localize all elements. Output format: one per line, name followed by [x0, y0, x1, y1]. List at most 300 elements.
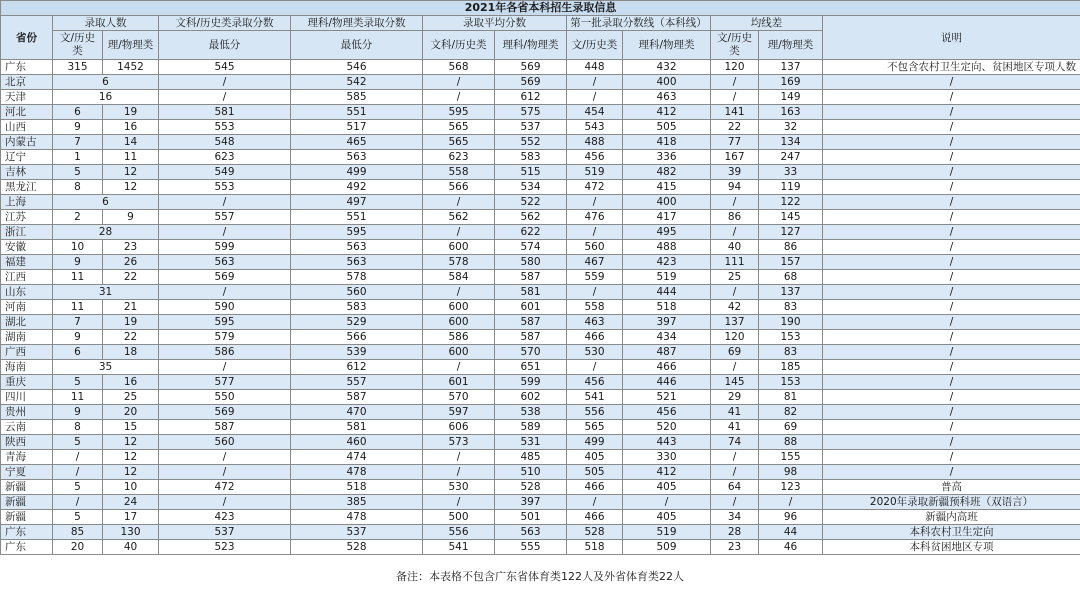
table-row — [1, 330, 1080, 345]
cell-sci-min: 474 — [291, 450, 423, 465]
cell-province: 广东 — [1, 525, 53, 540]
cell-lib-avg: 500 — [423, 510, 495, 525]
cell-sci-line: 446 — [623, 375, 711, 390]
cell-sci-min: 581 — [291, 420, 423, 435]
cell-sci-avg: 612 — [495, 90, 567, 105]
table-row — [1, 405, 1080, 420]
cell-lib-min: 549 — [159, 165, 291, 180]
header-average: 录取平均分数 — [423, 16, 567, 31]
cell-lib-avg: 600 — [423, 345, 495, 360]
cell-sci-line: 509 — [623, 540, 711, 555]
cell-lib-line: 463 — [567, 315, 623, 330]
cell-lib-diff: 23 — [711, 540, 759, 555]
cell-lib-avg: 600 — [423, 240, 495, 255]
cell-sci-min: 470 — [291, 405, 423, 420]
cell-lib-diff: 74 — [711, 435, 759, 450]
cell-note: / — [823, 300, 1080, 315]
cell-sci-avg: 538 — [495, 405, 567, 420]
cell-lib-diff: 141 — [711, 105, 759, 120]
cell-sci-min: 563 — [291, 150, 423, 165]
table-body — [1, 60, 1080, 555]
cell-sci-avg: 522 — [495, 195, 567, 210]
cell-admitted-lib: 5 — [53, 510, 103, 525]
cell-note: / — [823, 240, 1080, 255]
cell-lib-diff: / — [711, 465, 759, 480]
table-row — [1, 315, 1080, 330]
cell-sci-diff: 83 — [759, 345, 823, 360]
cell-lib-line: 505 — [567, 465, 623, 480]
cell-lib-min: 563 — [159, 255, 291, 270]
cell-admitted-sci: 17 — [103, 510, 159, 525]
cell-sci-line: 444 — [623, 285, 711, 300]
cell-province: 重庆 — [1, 375, 53, 390]
cell-lib-min: 586 — [159, 345, 291, 360]
table-row — [1, 360, 1080, 375]
cell-sci-min: 517 — [291, 120, 423, 135]
cell-note: 普高 — [823, 480, 1080, 495]
cell-lib-avg: 578 — [423, 255, 495, 270]
cell-admitted-sci: 21 — [103, 300, 159, 315]
cell-sci-min: 385 — [291, 495, 423, 510]
cell-sci-line: / — [623, 495, 711, 510]
cell-sci-line: 432 — [623, 60, 711, 75]
cell-lib-avg: / — [423, 465, 495, 480]
cell-lib-min: / — [159, 195, 291, 210]
cell-sci-diff: 96 — [759, 510, 823, 525]
cell-admitted-sci: 16 — [103, 375, 159, 390]
cell-sci-diff: 185 — [759, 360, 823, 375]
cell-note: 本科贫困地区专项 — [823, 540, 1080, 555]
table-row — [1, 270, 1080, 285]
cell-lib-min: / — [159, 75, 291, 90]
cell-sci-line: 518 — [623, 300, 711, 315]
cell-lib-avg: 600 — [423, 315, 495, 330]
cell-sci-line: 443 — [623, 435, 711, 450]
header-lib-score: 文科/历史类录取分数 — [159, 16, 291, 31]
cell-lib-avg: 570 — [423, 390, 495, 405]
cell-lib-avg: 541 — [423, 540, 495, 555]
table-row — [1, 525, 1080, 540]
cell-admitted-sci: 12 — [103, 165, 159, 180]
cell-sci-line: 482 — [623, 165, 711, 180]
cell-lib-diff: 29 — [711, 390, 759, 405]
cell-admitted-lib: 11 — [53, 300, 103, 315]
cell-sci-line: 405 — [623, 480, 711, 495]
cell-sci-avg: 563 — [495, 525, 567, 540]
cell-lib-avg: 606 — [423, 420, 495, 435]
cell-note: / — [823, 225, 1080, 240]
cell-sci-avg: 485 — [495, 450, 567, 465]
cell-lib-avg: 556 — [423, 525, 495, 540]
cell-lib-avg: 623 — [423, 150, 495, 165]
cell-sci-avg: 589 — [495, 420, 567, 435]
cell-sci-line: 463 — [623, 90, 711, 105]
cell-admitted-sci: 12 — [103, 465, 159, 480]
table-row — [1, 255, 1080, 270]
cell-lib-min: 423 — [159, 510, 291, 525]
cell-lib-line: 556 — [567, 405, 623, 420]
cell-lib-diff: 22 — [711, 120, 759, 135]
cell-sci-diff: 69 — [759, 420, 823, 435]
cell-lib-avg: / — [423, 90, 495, 105]
cell-lib-diff: / — [711, 495, 759, 510]
cell-sci-diff: 247 — [759, 150, 823, 165]
cell-lib-line: 456 — [567, 150, 623, 165]
cell-province: 上海 — [1, 195, 53, 210]
table-row — [1, 480, 1080, 495]
cell-lib-diff: 64 — [711, 480, 759, 495]
cell-lib-min: 590 — [159, 300, 291, 315]
table-row — [1, 240, 1080, 255]
cell-sci-avg: 587 — [495, 315, 567, 330]
cell-admitted-sci: 40 — [103, 540, 159, 555]
table-row — [1, 510, 1080, 525]
cell-sci-line: 400 — [623, 75, 711, 90]
cell-admitted-total: 35 — [53, 360, 159, 375]
cell-lib-diff: 40 — [711, 240, 759, 255]
cell-lib-avg: / — [423, 495, 495, 510]
cell-lib-line: 543 — [567, 120, 623, 135]
cell-lib-diff: / — [711, 450, 759, 465]
cell-admitted-sci: 15 — [103, 420, 159, 435]
cell-sci-min: 612 — [291, 360, 423, 375]
cell-province: 内蒙古 — [1, 135, 53, 150]
cell-admitted-lib: 5 — [53, 435, 103, 450]
cell-sci-min: 465 — [291, 135, 423, 150]
cell-admitted-lib: / — [53, 465, 103, 480]
cell-sci-diff: 119 — [759, 180, 823, 195]
cell-admitted-total: 6 — [53, 75, 159, 90]
cell-lib-avg: / — [423, 195, 495, 210]
cell-note: / — [823, 135, 1080, 150]
cell-sci-avg: 580 — [495, 255, 567, 270]
footnote: 备注：本表格不包含广东省体育类122人及外省体育类22人 — [396, 570, 684, 583]
cell-sci-min: 551 — [291, 105, 423, 120]
cell-note: / — [823, 90, 1080, 105]
cell-admitted-sci: 24 — [103, 495, 159, 510]
cell-admitted-sci: 130 — [103, 525, 159, 540]
table-row — [1, 135, 1080, 150]
table-row — [1, 465, 1080, 480]
cell-lib-line: 560 — [567, 240, 623, 255]
cell-sci-diff: 32 — [759, 120, 823, 135]
cell-province: 湖南 — [1, 330, 53, 345]
cell-lib-min: 581 — [159, 105, 291, 120]
header-province: 省份 — [1, 16, 53, 60]
cell-lib-line: 467 — [567, 255, 623, 270]
cell-lib-diff: 41 — [711, 420, 759, 435]
table-row — [1, 495, 1080, 510]
cell-sci-avg: 583 — [495, 150, 567, 165]
cell-sci-avg: 651 — [495, 360, 567, 375]
cell-note: / — [823, 420, 1080, 435]
cell-lib-diff: 34 — [711, 510, 759, 525]
cell-lib-min: 523 — [159, 540, 291, 555]
cell-lib-line: 466 — [567, 510, 623, 525]
cell-sci-line: 412 — [623, 465, 711, 480]
cell-note: 不包含农村卫生定向、贫困地区专项人数 — [823, 60, 1080, 75]
cell-sci-min: 563 — [291, 240, 423, 255]
cell-lib-diff: / — [711, 360, 759, 375]
cell-sci-avg: 531 — [495, 435, 567, 450]
cell-note: / — [823, 285, 1080, 300]
cell-note: / — [823, 75, 1080, 90]
cell-sci-line: 520 — [623, 420, 711, 435]
cell-lib-diff: 145 — [711, 375, 759, 390]
cell-admitted-lib: 2 — [53, 210, 103, 225]
cell-lib-avg: 586 — [423, 330, 495, 345]
cell-lib-line: / — [567, 360, 623, 375]
cell-lib-diff: 42 — [711, 300, 759, 315]
cell-province: 青海 — [1, 450, 53, 465]
header-sci-score: 理科/物理类录取分数 — [291, 16, 423, 31]
cell-province: 河北 — [1, 105, 53, 120]
cell-lib-diff: 41 — [711, 405, 759, 420]
subheader-lib-min: 最低分 — [159, 31, 291, 60]
cell-lib-diff: 120 — [711, 330, 759, 345]
cell-sci-avg: 570 — [495, 345, 567, 360]
cell-lib-avg: 600 — [423, 300, 495, 315]
cell-note: / — [823, 120, 1080, 135]
cell-sci-avg: 587 — [495, 270, 567, 285]
cell-admitted-sci: 14 — [103, 135, 159, 150]
cell-sci-avg: 534 — [495, 180, 567, 195]
cell-province: 江西 — [1, 270, 53, 285]
table-row — [1, 195, 1080, 210]
cell-province: 北京 — [1, 75, 53, 90]
cell-note: / — [823, 390, 1080, 405]
cell-lib-avg: 601 — [423, 375, 495, 390]
cell-lib-diff: 111 — [711, 255, 759, 270]
table-row — [1, 225, 1080, 240]
cell-lib-diff: 28 — [711, 525, 759, 540]
subheader-line-lib: 文/历史类 — [567, 31, 623, 60]
cell-sci-avg: 501 — [495, 510, 567, 525]
cell-sci-line: 456 — [623, 405, 711, 420]
table-title: 2021年各省本科招生录取信息 — [1, 1, 1080, 16]
cell-lib-min: 595 — [159, 315, 291, 330]
cell-sci-min: 539 — [291, 345, 423, 360]
cell-lib-diff: 94 — [711, 180, 759, 195]
cell-admitted-sci: 25 — [103, 390, 159, 405]
cell-admitted-total: 28 — [53, 225, 159, 240]
cell-note: / — [823, 270, 1080, 285]
cell-note: 本科农村卫生定向 — [823, 525, 1080, 540]
table-row — [1, 60, 1080, 75]
cell-lib-min: 569 — [159, 270, 291, 285]
cell-province: 湖北 — [1, 315, 53, 330]
cell-sci-avg: 599 — [495, 375, 567, 390]
subheader-avg-sci: 理科/物理类 — [495, 31, 567, 60]
cell-note: / — [823, 180, 1080, 195]
cell-lib-avg: / — [423, 285, 495, 300]
table-row — [1, 120, 1080, 135]
cell-lib-line: / — [567, 195, 623, 210]
table-row — [1, 165, 1080, 180]
cell-admitted-sci: 12 — [103, 435, 159, 450]
cell-sci-avg: 587 — [495, 330, 567, 345]
cell-lib-diff: 86 — [711, 210, 759, 225]
cell-lib-diff: / — [711, 90, 759, 105]
cell-province: 江苏 — [1, 210, 53, 225]
cell-sci-diff: 155 — [759, 450, 823, 465]
cell-sci-line: 330 — [623, 450, 711, 465]
cell-lib-line: 565 — [567, 420, 623, 435]
cell-lib-min: 553 — [159, 120, 291, 135]
cell-admitted-sci: 19 — [103, 105, 159, 120]
table-row — [1, 420, 1080, 435]
cell-lib-line: 488 — [567, 135, 623, 150]
cell-note: / — [823, 210, 1080, 225]
cell-lib-line: / — [567, 90, 623, 105]
cell-sci-diff: 137 — [759, 60, 823, 75]
cell-note: / — [823, 435, 1080, 450]
subheader-line-sci: 理科/物理类 — [623, 31, 711, 60]
cell-lib-line: / — [567, 75, 623, 90]
cell-lib-line: / — [567, 285, 623, 300]
cell-sci-diff: 86 — [759, 240, 823, 255]
cell-note: / — [823, 150, 1080, 165]
cell-note: / — [823, 450, 1080, 465]
cell-lib-min: 579 — [159, 330, 291, 345]
cell-lib-diff: 69 — [711, 345, 759, 360]
cell-lib-avg: 597 — [423, 405, 495, 420]
cell-lib-avg: 584 — [423, 270, 495, 285]
cell-lib-min: 553 — [159, 180, 291, 195]
cell-lib-avg: 595 — [423, 105, 495, 120]
cell-lib-min: / — [159, 90, 291, 105]
cell-sci-avg: 602 — [495, 390, 567, 405]
cell-province: 辽宁 — [1, 150, 53, 165]
cell-province: 天津 — [1, 90, 53, 105]
cell-admitted-lib: 9 — [53, 120, 103, 135]
cell-lib-min: 550 — [159, 390, 291, 405]
subheader-sci-min: 最低分 — [291, 31, 423, 60]
cell-admitted-lib: 10 — [53, 240, 103, 255]
cell-lib-diff: / — [711, 195, 759, 210]
cell-province: 广东 — [1, 540, 53, 555]
cell-admitted-sci: 20 — [103, 405, 159, 420]
cell-lib-avg: 558 — [423, 165, 495, 180]
cell-sci-diff: 123 — [759, 480, 823, 495]
subheader-admitted-lib: 文/历史类 — [53, 31, 103, 60]
cell-admitted-sci: 11 — [103, 150, 159, 165]
subheader-diff-sci: 理/物理类 — [759, 31, 823, 60]
cell-sci-avg: 581 — [495, 285, 567, 300]
cell-lib-avg: 562 — [423, 210, 495, 225]
cell-lib-line: 448 — [567, 60, 623, 75]
cell-note: / — [823, 375, 1080, 390]
cell-lib-min: 560 — [159, 435, 291, 450]
cell-sci-line: 423 — [623, 255, 711, 270]
cell-sci-avg: 537 — [495, 120, 567, 135]
header-note: 说明 — [823, 16, 1080, 60]
cell-sci-min: 499 — [291, 165, 423, 180]
cell-admitted-lib: 7 — [53, 135, 103, 150]
cell-sci-min: 566 — [291, 330, 423, 345]
cell-sci-diff: 83 — [759, 300, 823, 315]
cell-admitted-lib: 6 — [53, 105, 103, 120]
cell-sci-diff: 46 — [759, 540, 823, 555]
table-row — [1, 90, 1080, 105]
cell-lib-avg: 566 — [423, 180, 495, 195]
cell-province: 新疆 — [1, 495, 53, 510]
table-row — [1, 180, 1080, 195]
table-row — [1, 300, 1080, 315]
cell-lib-avg: 573 — [423, 435, 495, 450]
cell-lib-line: 476 — [567, 210, 623, 225]
cell-note: / — [823, 315, 1080, 330]
cell-lib-diff: 137 — [711, 315, 759, 330]
cell-sci-line: 488 — [623, 240, 711, 255]
cell-sci-avg: 397 — [495, 495, 567, 510]
cell-sci-min: 557 — [291, 375, 423, 390]
cell-note: / — [823, 405, 1080, 420]
cell-lib-avg: / — [423, 225, 495, 240]
table-row — [1, 210, 1080, 225]
cell-sci-min: 492 — [291, 180, 423, 195]
cell-lib-min: / — [159, 225, 291, 240]
cell-lib-min: 569 — [159, 405, 291, 420]
cell-lib-avg: 530 — [423, 480, 495, 495]
cell-admitted-lib: 20 — [53, 540, 103, 555]
cell-lib-min: / — [159, 285, 291, 300]
cell-sci-avg: 569 — [495, 75, 567, 90]
cell-sci-diff: 149 — [759, 90, 823, 105]
cell-admitted-lib: 8 — [53, 180, 103, 195]
cell-note: / — [823, 330, 1080, 345]
cell-note: / — [823, 255, 1080, 270]
cell-sci-diff: 82 — [759, 405, 823, 420]
cell-lib-avg: 568 — [423, 60, 495, 75]
cell-note: / — [823, 195, 1080, 210]
cell-lib-min: 537 — [159, 525, 291, 540]
cell-lib-min: / — [159, 495, 291, 510]
cell-province: 海南 — [1, 360, 53, 375]
cell-sci-line: 400 — [623, 195, 711, 210]
cell-sci-min: 587 — [291, 390, 423, 405]
cell-lib-diff: 120 — [711, 60, 759, 75]
cell-sci-line: 405 — [623, 510, 711, 525]
cell-lib-line: 405 — [567, 450, 623, 465]
cell-sci-min: 537 — [291, 525, 423, 540]
cell-lib-min: / — [159, 450, 291, 465]
cell-province: 山西 — [1, 120, 53, 135]
cell-sci-avg: 574 — [495, 240, 567, 255]
cell-lib-min: 545 — [159, 60, 291, 75]
cell-admitted-lib: / — [53, 450, 103, 465]
table-row — [1, 390, 1080, 405]
cell-sci-min: 563 — [291, 255, 423, 270]
cell-lib-min: 599 — [159, 240, 291, 255]
header-diff: 均线差 — [711, 16, 823, 31]
cell-lib-avg: / — [423, 450, 495, 465]
cell-sci-diff: 68 — [759, 270, 823, 285]
cell-lib-line: 518 — [567, 540, 623, 555]
cell-sci-min: 478 — [291, 510, 423, 525]
cell-sci-line: 519 — [623, 270, 711, 285]
cell-admitted-sci: 19 — [103, 315, 159, 330]
cell-lib-diff: / — [711, 225, 759, 240]
cell-note: / — [823, 360, 1080, 375]
cell-sci-min: 529 — [291, 315, 423, 330]
cell-note: / — [823, 465, 1080, 480]
cell-sci-min: 460 — [291, 435, 423, 450]
cell-note: / — [823, 345, 1080, 360]
cell-lib-line: 456 — [567, 375, 623, 390]
cell-lib-line: 559 — [567, 270, 623, 285]
cell-sci-diff: 122 — [759, 195, 823, 210]
